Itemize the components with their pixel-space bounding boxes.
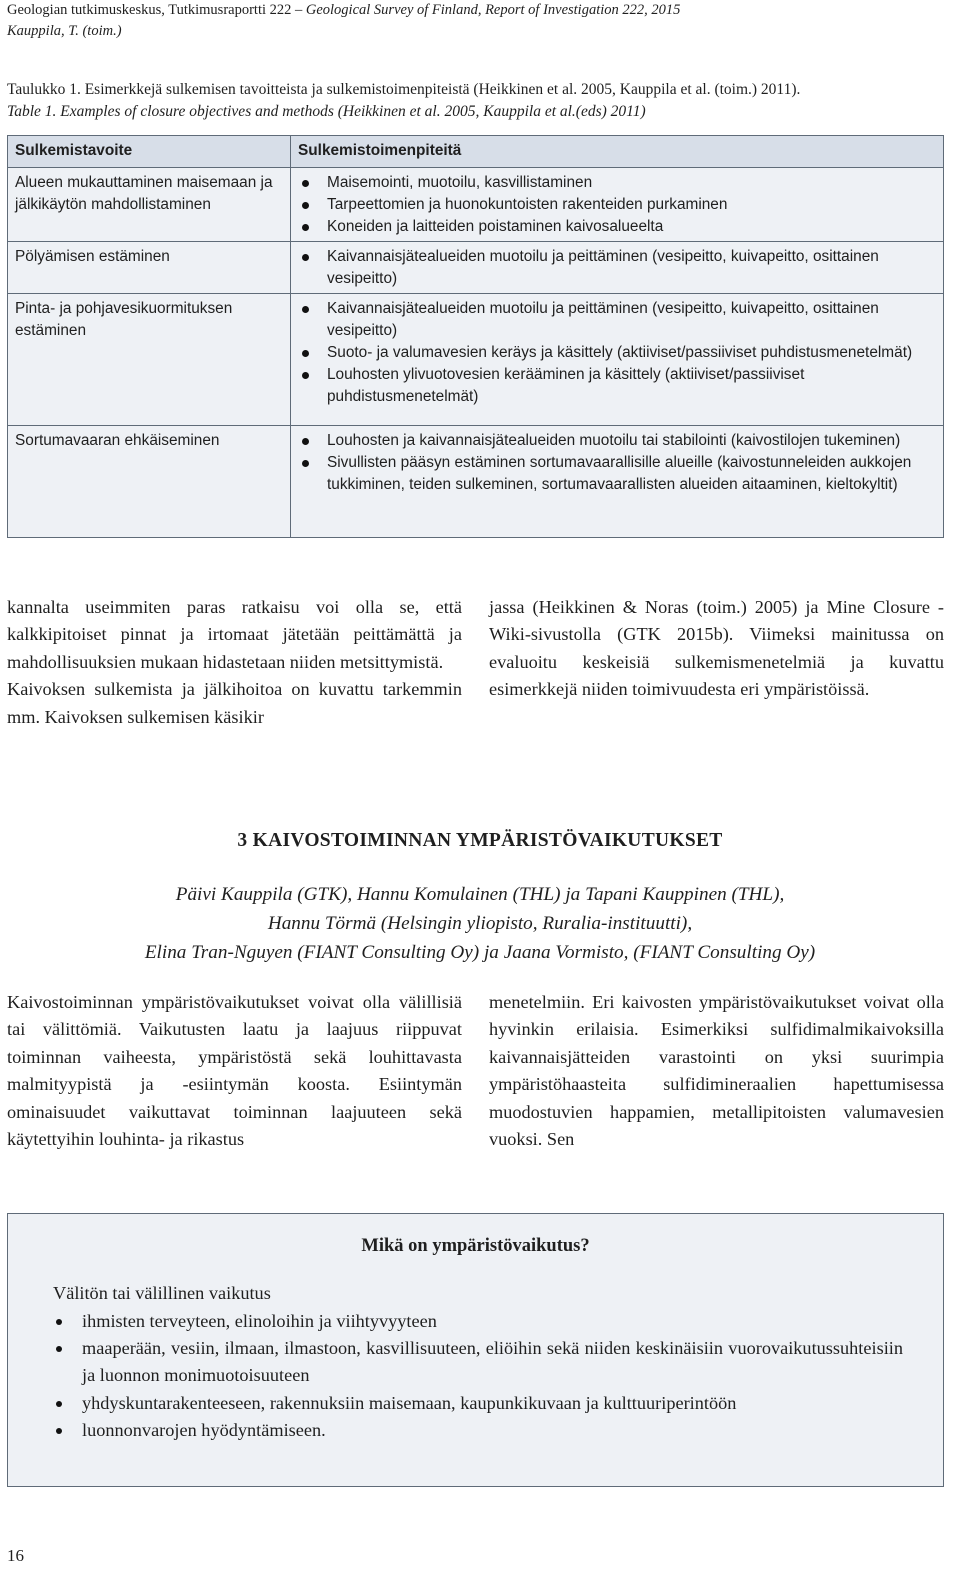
list-item: luonnonvarojen hyödyntämiseen. (53, 1417, 903, 1444)
table-header-objective: Sulkemistavoite (8, 136, 291, 168)
list-item: maaperään, vesiin, ilmaan, ilmastoon, kasvillisuuteen, eliöihin sekä niiden keskinäisiin vuorovaikutussuhteisiin ja luonnon monimuotoisuuteen (53, 1335, 903, 1389)
info-box (7, 1213, 944, 1487)
body-column-right (489, 594, 944, 704)
authors-line: Päivi Kauppila (GTK), Hannu Komulainen (THL) ja Tapani Kauppinen (THL), (175, 884, 785, 905)
list-item: ihmisten terveyteen, elinoloihin ja viihtyvyyteen (53, 1308, 903, 1335)
table-row (8, 294, 944, 426)
method-item: Sivullisten pääsyn estäminen sortumavaarallisille alueille (kaivostunneleiden aukkojen tukkiminen, teiden sulkeminen, sortumavaarallisten alueiden aitaaminen, kieltokyltit) (298, 452, 936, 496)
body-paragraph: jassa (Heikkinen & Noras (toim.) 2005) ja Mine Closure -Wiki-sivustolla (GTK 2015b). Viimeksi mainitussa on evaluoitu keskeisiä sulkemismenetelmiä ja kuvattu esimerkkejä niiden toimivuudesta eri ympäristöissä. (489, 597, 944, 700)
table-cell-methods (291, 426, 944, 538)
table-row (8, 168, 944, 242)
table-cell-objective: Pölyämisen estäminen (8, 242, 291, 294)
table-caption-finnish: Taulukko 1. Esimerkkejä sulkemisen tavoitteista ja sulkemistoimenpiteistä (Heikkinen et al. 2005, Kauppila et al. (toim.) 2011). (7, 81, 801, 98)
header-series: Geologian tutkimuskeskus, Tutkimusraportti 222 – (7, 2, 306, 18)
body-paragraph: Kaivoksen sulkemista ja jälkihoitoa on kuvattu tarkemmin mm. Kaivoksen sulkemisen käsikir (7, 679, 462, 727)
table-header-methods: Sulkemistoimenpiteitä (291, 136, 944, 168)
page-number: 16 (7, 1546, 24, 1565)
info-box-list (53, 1308, 903, 1444)
list-item: yhdyskuntarakenteeseen, rakennuksiin maisemaan, kaupunkikuvaan ja kulttuuriperintöön (53, 1390, 903, 1417)
info-box-intro: Välitön tai välillinen vaikutus (53, 1283, 271, 1303)
header-series-english: Geological Survey of Finland, Report of Investigation 222, 2015 (305, 2, 681, 18)
section-authors (0, 880, 960, 967)
method-item: Tarpeettomien ja huonokuntoisten rakenteiden purkaminen (298, 194, 936, 216)
table-cell-objective: Alueen mukauttaminen maisemaan ja jälkikäytön mahdollistaminen (8, 168, 291, 242)
header-editor: Kauppila, T. (toim.) (7, 23, 122, 39)
table-cell-methods (291, 242, 944, 294)
body-column-left (7, 989, 462, 1153)
closure-table (7, 135, 944, 538)
body-paragraph: Kaivostoiminnan ympäristövaikutukset voivat olla välillisiä tai välittömiä. Vaikutusten laatu ja laajuus riippuvat toiminnan vaiheesta, ympäristöstä sekä louhittavasta malmityypistä ja -esiintymän koosta. Esiintymän ominaisuudet vaikuttavat toiminnan laajuuteen sekä käytettyihin louhinta- ja rikastus (7, 992, 462, 1150)
authors-line: Elina Tran-Nguyen (FIANT Consulting Oy) ja Jaana Vormisto, (FIANT Consulting Oy) (144, 942, 816, 963)
method-item: Kaivannaisjätealueiden muotoilu ja peittäminen (vesipeitto, kuivapeitto, osittainen vesipeitto) (298, 298, 936, 342)
authors-line: Hannu Törmä (Helsingin yliopisto, Ruralia-instituutti), (267, 913, 693, 934)
table-row (8, 426, 944, 538)
table-header-row (8, 136, 944, 168)
info-box-title: Mikä on ympäristövaikutus? (361, 1236, 590, 1256)
body-paragraph: kannalta useimmiten paras ratkaisu voi olla se, että kalkkipitoiset pinnat ja irtomaat jätetään peittämättä ja mahdollisuuksien mukaan hidastetaan niiden metsittymistä. (7, 597, 462, 672)
table-caption (7, 79, 800, 123)
table-row (8, 242, 944, 294)
method-item: Louhosten ja kaivannaisjätealueiden muotoilu tai stabilointi (kaivostilojen tukeminen) (298, 430, 936, 452)
running-header (7, 0, 680, 42)
method-item: Kaivannaisjätealueiden muotoilu ja peittäminen (vesipeitto, kuivapeitto, osittainen vesipeitto) (298, 246, 936, 290)
body-paragraph: menetelmiin. Eri kaivosten ympäristövaikutukset voivat olla hyvinkin erilaisia. Esimerkiksi sulfidimalmikaivoksilla kaivannaisjätteiden varastointi on yksi suurimpia ympäristöhaasteita sulfidimineraalien hapettumisessa muodostuvien happamien, metallipitoisten valumavesien vuoksi. Sen (489, 992, 944, 1150)
table-caption-english: Table 1. Examples of closure objectives and methods (Heikkinen et al. 2005, Kauppila et al.(eds) 2011) (7, 103, 646, 120)
table-cell-objective: Sortumavaaran ehkäiseminen (8, 426, 291, 538)
section-title: 3 KAIVOSTOIMINNAN YMPÄRISTÖVAIKUTUKSET (237, 830, 723, 851)
body-column-left (7, 594, 462, 731)
table-cell-methods (291, 294, 944, 426)
table-cell-objective: Pinta- ja pohjavesikuormituksen estäminen (8, 294, 291, 426)
method-item: Koneiden ja laitteiden poistaminen kaivosalueelta (298, 216, 936, 238)
method-item: Suoto- ja valumavesien keräys ja käsittely (aktiiviset/passiiviset puhdistusmenetelmät) (298, 342, 936, 364)
method-item: Maisemointi, muotoilu, kasvillistaminen (298, 172, 936, 194)
body-column-right (489, 989, 944, 1153)
method-item: Louhosten ylivuotovesien kerääminen ja käsittely (aktiiviset/passiiviset puhdistusmenetelmät) (298, 364, 936, 408)
table-cell-methods (291, 168, 944, 242)
